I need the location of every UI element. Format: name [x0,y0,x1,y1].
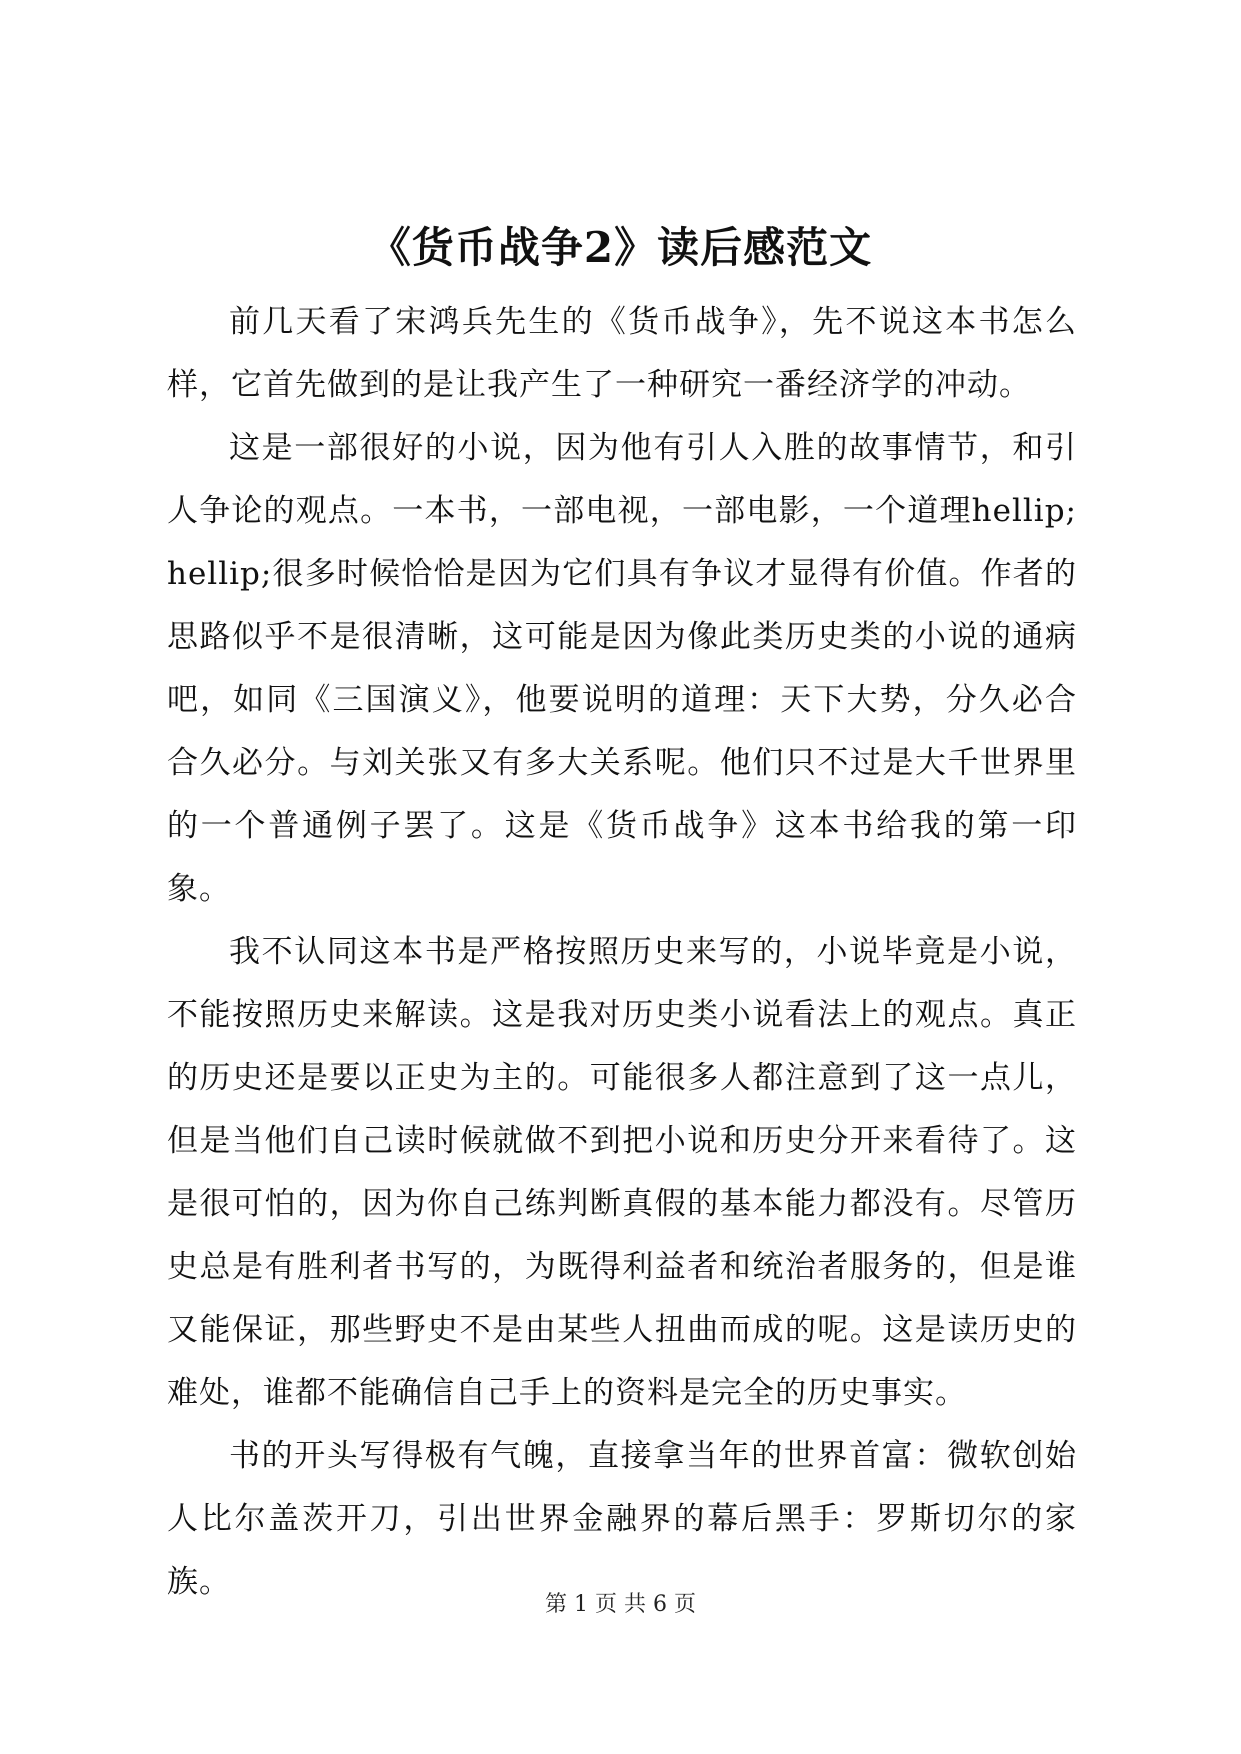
paragraph-1: 前几天看了宋鸿兵先生的《货币战争》，先不说这本书怎么样，它首先做到的是让我产生了一种研究一番经济学的冲动。 [167,304,1077,403]
paragraph-2: 这是一部很好的小说，因为他有引人入胜的故事情节，和引人争论的观点。一本书，一部电视，一部电影，一个道理hellip;hellip;很多时候恰恰是因为它们具有争议才显得有价值。作者的思路似乎不是很清晰，这可能是因为像此类历史类的小说的通病吧，如同《三国演义》，他要说明的道理：天下大势，分久必合合久必分。与刘关张又有多大关系呢。他们只不过是大千世界里的一个普通例子罢了。这是《货币战争》这本书给我的第一印象。 [167,430,1077,907]
document-body [167,291,1077,1614]
document-title: 《货币战争2》读后感范文 [368,223,873,272]
paragraph-4: 书的开头写得极有气魄，直接拿当年的世界首富：微软创始人比尔盖茨开刀，引出世界金融界的幕后黑手：罗斯切尔的家族。 [167,1438,1077,1600]
paragraph-3: 我不认同这本书是严格按照历史来写的，小说毕竟是小说，不能按照历史来解读。这是我对历史类小说看法上的观点。真正的历史还是要以正史为主的。可能很多人都注意到了这一点儿，但是当他们自己读时候就做不到把小说和历史分开来看待了。这是很可怕的，因为你自己练判断真假的基本能力都没有。尽管历史总是有胜利者书写的，为既得利益者和统治者服务的，但是谁又能保证，那些野史不是由某些人扭曲而成的呢。这是读历史的难处，谁都不能确信自己手上的资料是完全的历史事实。 [167,934,1077,1411]
page-number-footer: 第 1 页 共 6 页 [545,1592,696,1617]
